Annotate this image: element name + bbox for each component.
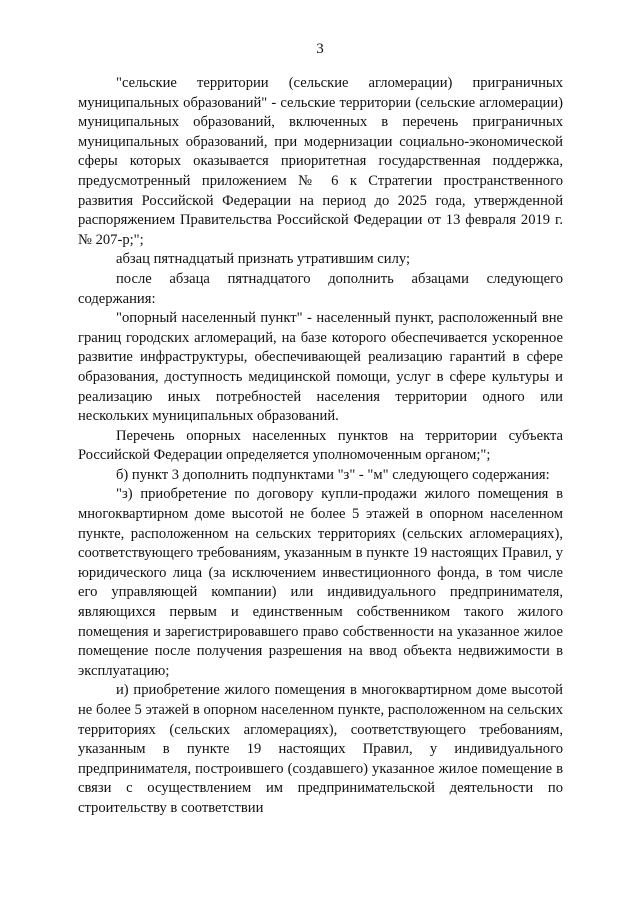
paragraph-subitem-i: и) приобретение жилого помещения в многоквартирном доме высотой не более 5 этажей в опорном населенном пункте, расположенном на сельских территориях (сельских агломерациях), соответствующего требованиям, указанным в пункте 19 настоящих Правил, у индивидуального предпринимателя, построившего (создавшего) указанное жилое помещение в связи с осуществлением им предпринимательской деятельности по строительству в соответствии: [78, 682, 563, 816]
paragraph-repeal-fifteenth: абзац пятнадцатый признать утратившим силу;: [116, 251, 411, 268]
paragraph-add-after-fifteenth: после абзаца пятнадцатого дополнить абзацами следующего содержания:: [78, 270, 563, 307]
paragraph-definition-border-territories: "сельские территории (сельские агломерации) приграничных муниципальных образований" - сельские территории (сельские агломерации) муниципальных образований, включенных в перечень приграничных муниципальных образований, при модернизации социально-экономической сферы которых оказывается приоритетная государственная поддержка, предусмотренный приложением № 6 к Стратегии пространственного развития Российской Федерации на период до 2025 года, утвержденной распоряжением Правительства Российской Федерации от 13 февраля 2019 г. № 207-р;";: [78, 75, 563, 248]
paragraph-settlement-list: Перечень опорных населенных пунктов на территории субъекта Российской Федерации определяется уполномоченным органом;";: [78, 427, 563, 464]
paragraph-item-b: б) пункт 3 дополнить подпунктами "з" - "м" следующего содержания:: [116, 466, 550, 483]
page-number: 3: [316, 41, 324, 57]
document-body: [78, 74, 563, 819]
paragraph-subitem-z: "з) приобретение по договору купли-продажи жилого помещения в многоквартирном доме высотой не более 5 этажей в опорном населенном пункте, расположенном на сельских территориях (сельских агломерациях), соответствующего требованиям, указанным в пункте 19 настоящих Правил, у юридического лица (за исключением инвестиционного фонда, в том числе его управляющей компании) или индивидуального предпринимателя, являющихся первым и единственным собственником такого жилого помещения и зарегистрировавшего право собственности на указанное жилое помещение после получения разрешения на ввод объекта недвижимости в эксплуатацию;: [78, 486, 563, 679]
paragraph-definition-support-settlement: "опорный населенный пункт" - населенный пункт, расположенный вне границ городских агломераций, на базе которого обеспечивается ускоренное развитие инфраструктуры, обеспечивающей реализацию гарантий в сфере образования, доступность медицинской помощи, услуг в сфере культуры и реализацию иных потребностей населения территории одного или нескольких муниципальных образований.: [78, 310, 563, 425]
